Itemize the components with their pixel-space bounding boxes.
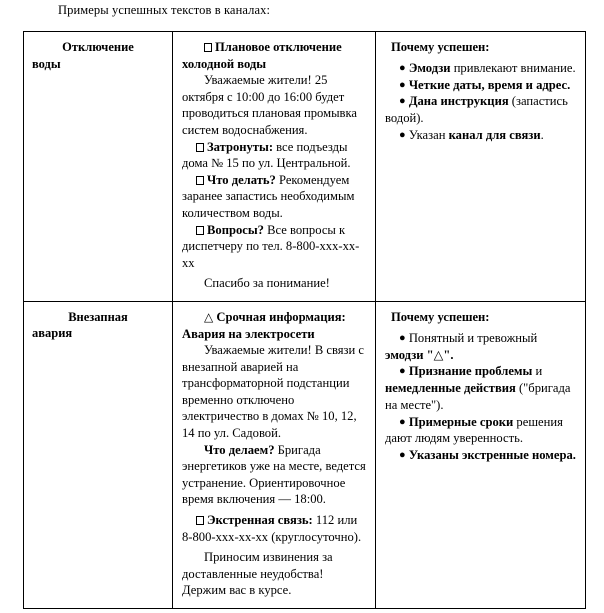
tofu-box-icon: [196, 516, 204, 525]
message-heading-line1: △ Срочная информация:: [204, 309, 346, 324]
reason-item: ● Понятный и тревожный эмодзи "△".: [385, 330, 538, 362]
case-cell: [24, 32, 173, 302]
message-closing: Спасибо за понимание!: [204, 276, 330, 291]
message-cell: [173, 32, 376, 302]
case-title-line1: Отключение: [62, 40, 134, 54]
tofu-box-icon: [196, 226, 204, 235]
bullet-icon: ●: [399, 78, 406, 91]
reasons-cell: [376, 32, 586, 302]
message-closing-1: Приносим извинения за доставленные неудобства!: [182, 550, 333, 581]
bullet-icon: ●: [399, 331, 406, 344]
table-row: [24, 301, 586, 608]
reasons-title: Почему успешен:: [391, 309, 490, 324]
bullet-icon: ●: [399, 95, 406, 108]
case-cell: [24, 301, 173, 608]
message-body: [173, 32, 375, 301]
message-action: Что делаем? Бригада энергетиков уже на месте, ведется устранение. Ориентировочное время включения — 18:00.: [182, 442, 366, 507]
case-title: [30, 39, 166, 72]
message-emergency: Экстренная связь: 112 или 8-800-ххх-хх-хх (круглосуточно).: [182, 513, 362, 544]
tofu-box-icon: [196, 143, 204, 152]
reason-item: ● Эмодзи привлекают внимание.: [399, 60, 576, 75]
message-action: Что делать? Рекомендуем заранее запастись необходимым количеством воды.: [182, 172, 355, 220]
message-closing-2: Держим вас в курсе.: [182, 583, 292, 598]
message-heading-line1: Плановое отключение: [182, 39, 366, 56]
case-title-line2: воды: [32, 56, 61, 71]
bullet-icon: ●: [399, 365, 406, 378]
case-title-line2: авария: [32, 326, 73, 341]
reasons-title: Почему успешен:: [391, 40, 490, 54]
tofu-box-icon: [204, 43, 212, 52]
message-heading-line2: Авария на электросети: [182, 326, 315, 341]
reasons-body: [376, 302, 585, 473]
message-cell: [173, 301, 376, 608]
tofu-box-icon: [196, 176, 204, 185]
reason-item: ● Указаны экстренные номера.: [399, 448, 576, 463]
reasons-body: [376, 32, 585, 153]
case-title: [30, 309, 166, 342]
message-paragraph: Уважаемые жители! В связи с внезапной аварией на трансформаторной подстанции временно отключено электричество в домах № 10, 12, 14 по ул. Садовой.: [182, 343, 364, 441]
table-row: [24, 32, 586, 302]
intro-caption: Примеры успешных текстов в каналах:: [58, 3, 271, 17]
bullet-icon: ●: [399, 415, 406, 428]
message-heading-line2: холодной воды: [182, 56, 267, 71]
message-affected: Затронуты: все подъезды дома № 15 по ул. Центральной.: [182, 139, 351, 171]
message-questions: Вопросы? Все вопросы к диспетчеру по тел. 8-800-ххх-хх-хх: [182, 222, 360, 270]
reasons-cell: [376, 301, 586, 608]
reason-item: ● Четкие даты, время и адрес.: [399, 77, 571, 92]
message-paragraph: Уважаемые жители! 25 октября с 10:00 до 16:00 будет проводиться плановая промывка систем водоснабжения.: [182, 73, 358, 137]
bullet-icon: ●: [399, 128, 406, 141]
reason-item: ● Примерные сроки решения дают людям уверенность.: [385, 414, 563, 446]
bullet-icon: ●: [399, 61, 406, 74]
examples-table: [23, 31, 586, 609]
case-title-line1: Внезапная: [68, 309, 128, 324]
message-body: [173, 302, 375, 608]
reason-item: ● Дана инструкция (запастись водой).: [385, 94, 568, 126]
bullet-icon: ●: [399, 449, 406, 462]
warning-triangle-icon: △: [204, 309, 214, 324]
reason-item: ● Признание проблемы и немедленные действия ("бригада на месте").: [385, 364, 571, 412]
reason-item: ● Указан канал для связи.: [399, 127, 544, 142]
